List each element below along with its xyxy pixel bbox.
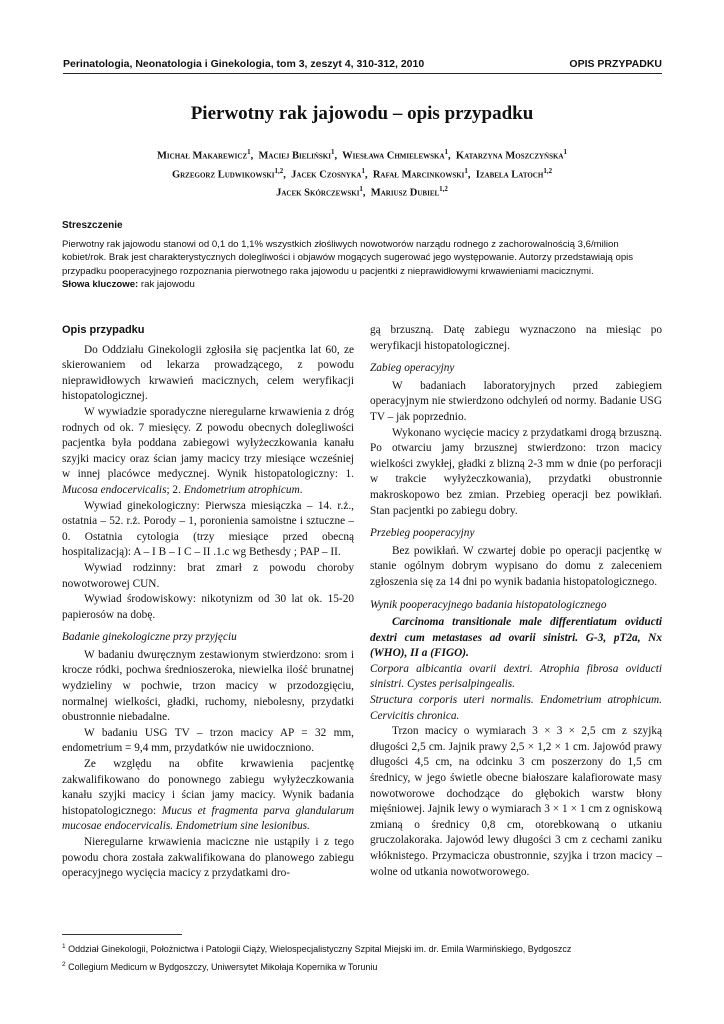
author: Katarzyna Moszczyńska [455, 150, 564, 162]
section-heading: Opis przypadku [62, 324, 145, 336]
author: Michał Makarewicz [157, 150, 248, 162]
text-run: W wywiadzie sporadyczne nieregularne krwawienia z dróg rodnych od ok. 7 miesięcy. Z powodu obecnych dolegliwości pacjentka była poddana zabiegowi wyłyżeczkowania kanału szyjki macicy oraz ścian jamy macicy trzy miesiące wcześniej w innej placówce medycznej. Wynik histopatologiczny: 1. [62, 405, 354, 481]
diagnosis-detail: Corpora albicantia ovarii dextri. Atrophia fibrosa oviducti sinistri. Cystes perisalpingealis. [370, 662, 662, 691]
footnote-mark: 1 [62, 943, 66, 950]
author: Jacek Czosnyka [291, 169, 362, 180]
affiliation-mark: 1,2 [543, 166, 553, 175]
text-run: Mucus et fragmenta parva glandularum mucosae endocervicalis. Endometrium sine lesionibus. [62, 804, 354, 833]
paragraph: Wywiad środowiskowy: nikotynizm od 30 lat ok. 15-20 papierosów na dobę. [62, 593, 354, 621]
affiliation-mark: 1 [247, 148, 251, 156]
footnote-text: Collegium Medicum w Bydgoszczy, Uniwersytet Mikołaja Kopernika w Toruniu [68, 962, 378, 972]
author-line-2: Grzegorz Ludwikowski$^{1,2}$, Jacek Czosnyka$^1$, Rafał Marcinkowski$^1$, Izabela Latoch$^{1,2}$ [171, 166, 553, 180]
right-column [370, 323, 662, 880]
affiliation-mark: 1,2 [274, 166, 284, 175]
running-header [63, 50, 662, 74]
paragraph: Nieregularne krwawienia maciczne nie ustąpiły i z tego powodu chora została zakwalifikowana do planowego zabiegu operacyjnego wycięcia macicy z przydatkami dro- [62, 836, 354, 880]
author: Wiesława Chmielewska [342, 150, 445, 162]
paragraph: Trzon macicy o wymiarach 3 × 3 × 2,5 cm z szyjką długości 2,5 cm. Jajnik prawy 2,5 × 1,2 × 1 cm. Jajowód prawy długości 4,5 cm, na odcinku 3 cm poszerzony do 1,5 cm średnicy, w jego świetle obecne białoszare kalafiorowate masy nowotworowe dochodzące do głębokich warstw błony mięśniowej. Jajnik lewy o wymiarach 3 × 1 × 1 cm z ogniskową zmianą o średnicy 0,8 cm, otorebkowaną o utkaniu gruczolakoraka. Jajowód lewy długości 3 cm z cechami zaniku włóknistego. Przymacicza obustronnie, szyjka i trzon macicy – wolne od utkania nowotworowego. [370, 725, 662, 878]
affiliation-mark: 1 [330, 148, 335, 156]
text-run: . [299, 483, 303, 496]
author: Maciej Bieliński [258, 150, 331, 162]
affiliation-mark: 1 [444, 148, 449, 156]
author: Mariusz Dubiel [370, 187, 440, 199]
subsection-heading: Badanie ginekologiczne przy przyjęciu [62, 631, 237, 644]
affiliation-mark: 1,2 [439, 185, 448, 193]
author: Grzegorz Ludwikowski [171, 169, 275, 180]
paragraph: Do Oddziału Ginekologii zgłosiła się pacjentka lat 60, ze skierowaniem od lekarza prowadzącego, z powodu nieprawidłowych krwawień macicznych, celem weryfikacji histopatologicznej. [62, 343, 354, 403]
paragraph: W badaniach laboratoryjnych przed zabiegiem operacyjnym nie stwierdzono odchyleń od normy. Badanie USG TV – jak poprzednio. [370, 379, 662, 423]
keywords-label: Słowa kluczowe: [62, 278, 139, 290]
subsection-heading: Zabieg operacyjny [370, 362, 455, 375]
text-run: Endometrium atrophicum [183, 483, 300, 496]
paragraph: W badaniu USG TV – trzon macicy AP = 32 mm, endometrium = 9,4 mm, przydatków nie uwidoczniono. [62, 726, 354, 755]
keywords-value: rak jajowodu [140, 278, 195, 290]
footnote-1 [62, 939, 662, 957]
left-column [62, 323, 354, 882]
journal-citation: Perinatologia, Neonatologia i Ginekologia, tom 3, zeszyt 4, 310-312, 2010 [63, 58, 425, 70]
footnote-2 [62, 957, 662, 975]
keywords [62, 278, 662, 291]
affiliation-mark: 1 [361, 166, 365, 175]
affiliation-mark: 1 [359, 185, 363, 193]
paragraph: Wywiad rodzinny: brat zmarł z powodu choroby nowotworowej CUN. [62, 561, 354, 590]
author: Izabela Latoch [475, 169, 544, 180]
abstract-text: Pierwotny rak jajowodu stanowi od 0,1 do 1,1% wszystkich złośliwych nowotworów narządu rodnego z zachorowalnością 3,6/milion kobiet/rok. Brak jest charakterystycznych dolegliwości i objawów mogących sugerować jego występowanie. Autorzy przedstawiają opis przypadku pooperacyjnego rozpoznania pierwotnego raka jajowodu u pacjentki z nieprawidłowymi krwawieniami macicznymi. [62, 239, 634, 277]
footnote-text: Oddział Ginekologii, Położnictwa i Patologii Ciąży, Wielospecjalistyczny Szpital Miejski im. dr. Emila Warmińskiego, Bydgoszcz [68, 944, 572, 954]
author: Rafał Marcinkowski [372, 169, 465, 180]
section-label: OPIS PRZYPADKU [569, 58, 662, 70]
affiliation-mark: 1 [563, 148, 567, 156]
paragraph: Wykonano wycięcie macicy z przydatkami drogą brzuszną. Po otwarciu jamy brzusznej stwierdzono: trzon macicy wielkości zwykłej, gładki z blizną 2-3 mm w dnie (po perforacji w trakcie wyłyżeczkowania), przydatki obustronnie makroskopowo bez zmian. Przebieg operacji bez powikłań. Stan pacjentki po zabiegu dobry. [370, 426, 662, 517]
author-line-3: Jacek Skórczewski$^1$, Mariusz Dubiel$^{1,2}$ [276, 185, 448, 199]
text-run: Ze względu na obfite krwawienia pacjentkę zakwalifikowano do ponownego zabiegu wyłyżeczkowania kanału szyjki macicy i ścian jamy macicy. Wynik badania histopatologicznego: [62, 758, 354, 817]
abstract-heading: Streszczenie [62, 220, 123, 231]
paragraph: Wywiad ginekologiczny: Pierwsza miesiączka – 14. r.ż., ostatnia – 52. r.ż. Porody – 1, poronienia samoistne i sztuczne – 0. Ostatnia cytologia (trzy miesiące przed obecną hospitalizacją): A – I B – I C – II .1.c wg Bethesdy ; PAP – II. [62, 499, 354, 559]
article-title: Pierwotny rak jajowodu – opis przypadku [190, 103, 534, 124]
paragraph: W badaniu dwuręcznym zestawionym stwierdzono: srom i krocze ródki, pochwa średnioszeroka, niewielka ilość brunatnej wydzieliny w pochwie, trzon macicy w przodozgięciu, normalnej wielkości, gładki, ruchomy, niebolesny, przydatki obustronnie niebadalne. [62, 648, 354, 724]
author-line-1: Michał Makarewicz$^1$, Maciej Bieliński$^1$, Wiesława Chmielewska$^1$, Katarzyna Moszczyńska$^1$ [157, 148, 567, 162]
diagnosis: Carcinoma transitionale male differentiatum oviducti dextri cum metastases ad ovarii sinistri. G-3, pT2a, Nx (WHO), II a (FIGO). [370, 616, 662, 660]
text-run: ; 2. [166, 483, 184, 496]
paragraph: Bez powikłań. W czwartej dobie po operacji pacjentkę w stanie ogólnym dobrym wypisano do domu z zaleceniem zgłoszenia się za 14 dni po wynik badania histopatologicznego. [370, 544, 662, 588]
affiliation-mark: 1 [464, 166, 468, 175]
subsection-heading: Przebieg pooperacyjny [370, 527, 475, 540]
paragraph [62, 757, 354, 835]
paragraph: gą brzuszną. Datę zabiegu wyznaczono na miesiąc po weryfikacji histopatologicznej. [370, 324, 662, 352]
subsection-heading: Wynik pooperacyjnego badania histopatologicznego [370, 598, 607, 611]
diagnosis-detail: Structura corporis uteri normalis. Endometrium atrophicum. Cervicitis chronica. [370, 694, 662, 722]
abstract [62, 219, 662, 291]
author-list [70, 145, 654, 201]
paragraph [62, 405, 354, 499]
text-run: Mucosa endocervicalis [62, 483, 167, 496]
footnote-rule [62, 934, 182, 935]
author: Jacek Skórczewski [276, 187, 360, 199]
footnote-mark: 2 [62, 961, 66, 968]
footnotes [62, 934, 662, 975]
